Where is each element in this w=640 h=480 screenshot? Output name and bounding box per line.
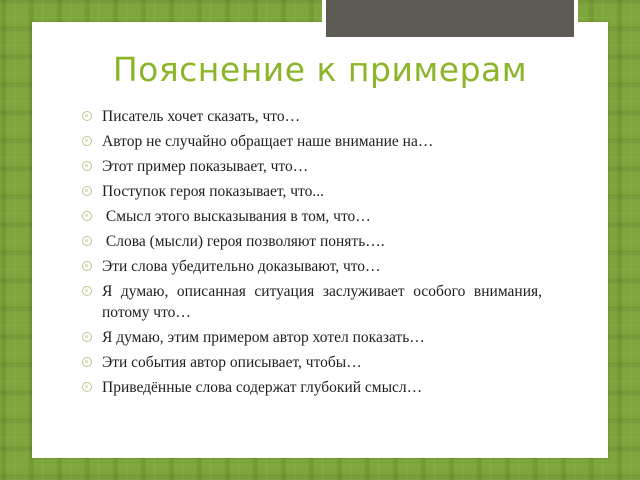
bullet-text-8: Я думаю, описанная ситуация заслуживает особого внимания, потому что… [102,283,542,321]
bullet-text-9: Я думаю, этим примером автор хотел показать… [102,329,425,346]
bullet-item-5 [82,206,542,227]
slide-decoration-tab-fill [326,0,574,37]
ring-bullet-icon [82,286,92,296]
ring-bullet-icon [82,161,92,171]
bullet-text-2: Автор не случайно обращает наше внимание на… [102,133,434,150]
bullet-item-4 [82,181,542,202]
bullet-item-8 [82,281,542,323]
ring-bullet-icon [82,357,92,367]
ring-bullet-icon [82,111,92,121]
slide-decoration-tab [322,0,578,41]
bullet-text-6: Слова (мысли) героя позволяют понять…. [102,233,385,250]
ring-bullet-icon [82,186,92,196]
bullet-text-5: Смысл этого высказывания в том, что… [102,208,371,225]
ring-bullet-icon [82,261,92,271]
bullet-text-10: Эти события автор описывает, чтобы… [102,354,362,371]
slide-title: Пояснение к примерам [112,50,528,89]
bullet-item-7 [82,256,542,277]
bullet-list [82,106,542,402]
ring-bullet-icon [82,136,92,146]
bullet-text-11: Приведённые слова содержат глубокий смысл… [102,379,423,396]
ring-bullet-icon [82,211,92,221]
bullet-text-1: Писатель хочет сказать, что… [102,108,301,125]
bullet-item-10 [82,352,542,373]
bullet-text-3: Этот пример показывает, что… [102,158,309,175]
bullet-item-3 [82,156,542,177]
ring-bullet-icon [82,236,92,246]
bullet-item-6 [82,231,542,252]
ring-bullet-icon [82,382,92,392]
ring-bullet-icon [82,332,92,342]
bullet-text-7: Эти слова убедительно доказывают, что… [102,258,381,275]
bullet-item-11 [82,377,542,398]
bullet-item-1 [82,106,542,127]
bullet-text-4: Поступок героя показывает, что... [102,183,324,200]
bullet-item-2 [82,131,542,152]
bullet-item-9 [82,327,542,348]
